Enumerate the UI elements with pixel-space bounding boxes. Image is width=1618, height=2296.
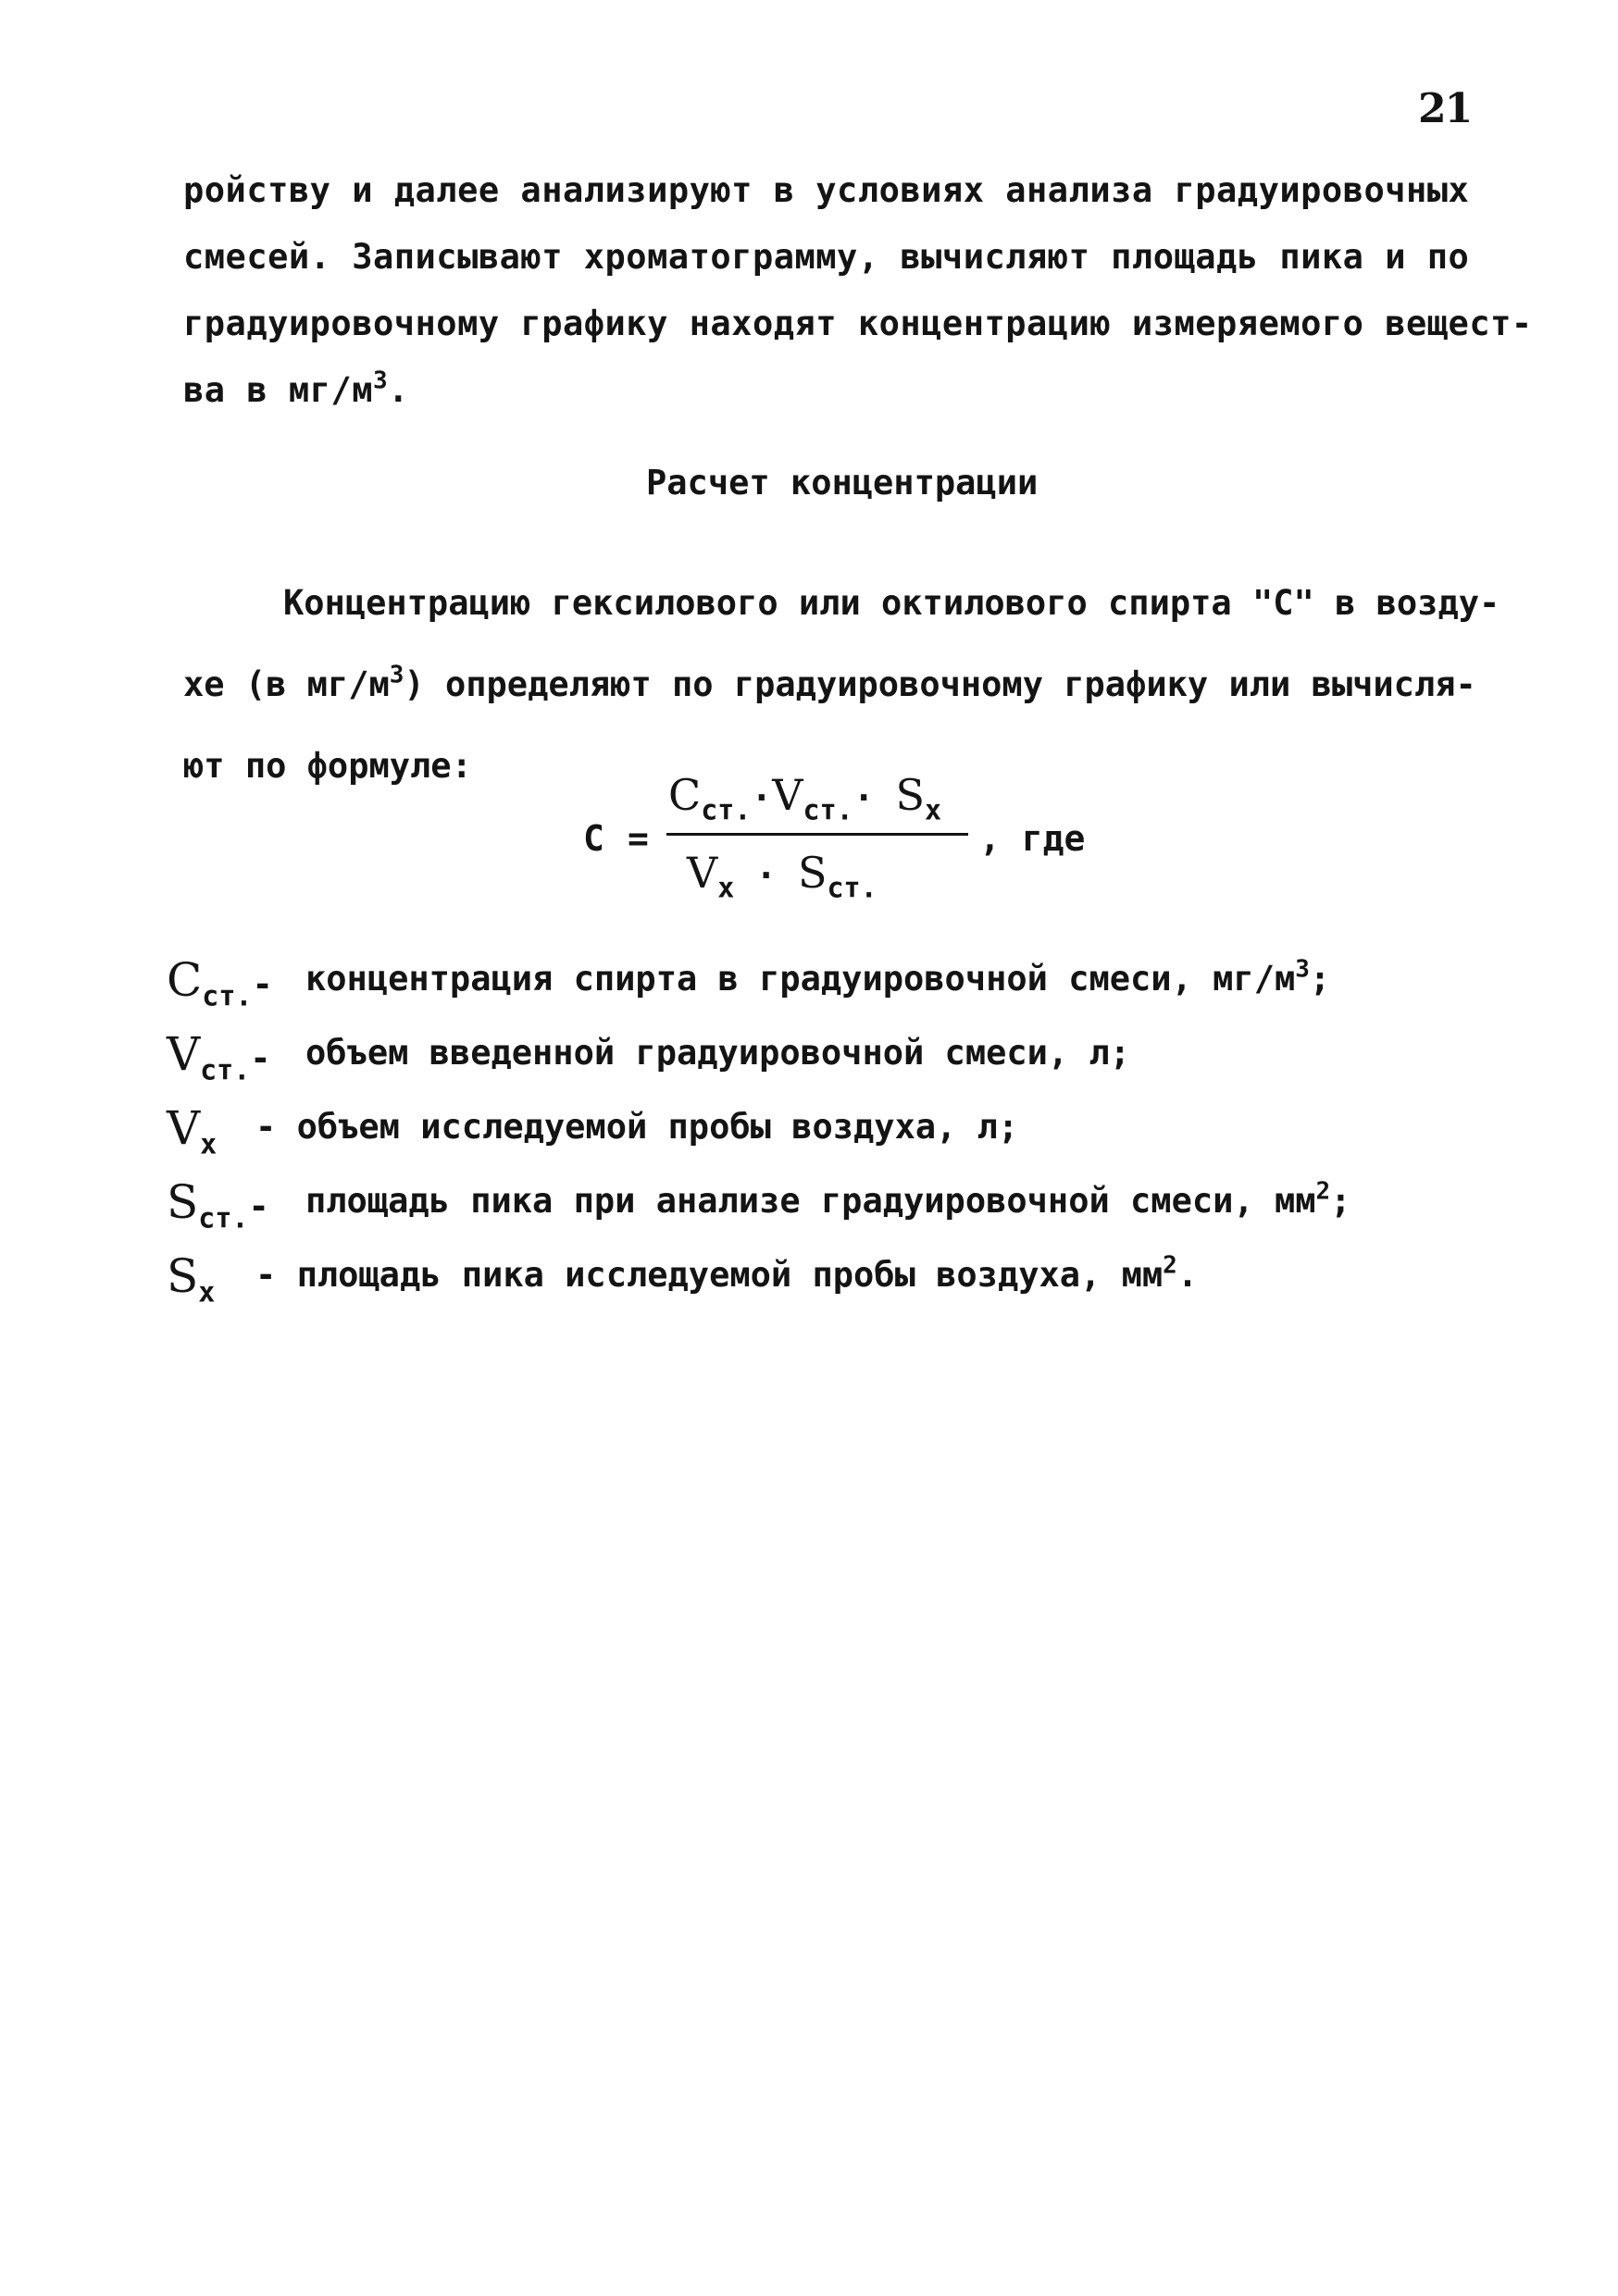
definition-text: [255, 1251, 1199, 1295]
text-line-part: ва в мг/м: [183, 370, 373, 410]
formula-numerator: [668, 770, 942, 827]
punctuation: ;: [1330, 1181, 1351, 1221]
subscript: x: [717, 872, 735, 905]
multiply-dot: ·: [853, 777, 875, 818]
symbol: C: [167, 953, 203, 1007]
concentration-formula: [583, 770, 1101, 918]
dash: -: [250, 1038, 271, 1078]
subscript: x: [925, 794, 942, 827]
superscript: 2: [1163, 1251, 1177, 1280]
text-line: смесей. Записывают хроматограмму, вычисляют площадь пика и по: [183, 237, 1470, 277]
definition-text: [305, 1033, 1130, 1073]
dash: -: [248, 1186, 269, 1226]
page-number: 21: [1418, 85, 1472, 132]
superscript: 3: [372, 366, 389, 395]
symbol: S: [167, 1175, 199, 1229]
formula-denominator: [687, 848, 877, 905]
dash: -: [255, 1107, 297, 1147]
definition-text-part: площадь пика исследуемой пробы воздуха, мм: [296, 1255, 1164, 1295]
period: .: [388, 370, 409, 410]
definition-text-part: площадь пика при анализе градуировочной смеси, мм: [305, 1181, 1316, 1221]
definition-text: [305, 955, 1331, 999]
dash: -: [252, 964, 273, 1004]
text-line: ройству и далее анализируют в условиях анализа градуировочных: [183, 170, 1470, 210]
subscript: ст.: [202, 980, 253, 1013]
symbol: C: [668, 770, 702, 820]
paragraph-continuation: [183, 157, 1533, 424]
symbol: S: [167, 1249, 199, 1303]
formula-lhs: C: [583, 818, 604, 859]
definition-text-part: объем исследуемой пробы воздуха, л;: [296, 1107, 1019, 1147]
subscript: ст.: [803, 794, 853, 827]
symbol: V: [167, 1027, 201, 1081]
definition-text: [255, 1107, 1018, 1147]
symbol: S: [895, 770, 925, 820]
subscript: ст.: [701, 794, 752, 827]
text-line: [183, 357, 1479, 424]
punctuation: ;: [1309, 959, 1331, 999]
symbol: V: [772, 770, 803, 820]
equals-sign: =: [628, 818, 649, 859]
superscript: 3: [1295, 955, 1310, 984]
definition-text: [305, 1177, 1351, 1221]
definition-text-part: объем введенной градуировочной смеси, л;: [305, 1033, 1131, 1073]
definition-term: [167, 953, 296, 1013]
subscript: ст.: [827, 872, 877, 905]
section-heading: Расчет концентрации: [646, 463, 1039, 503]
superscript: 2: [1315, 1177, 1331, 1206]
dash: -: [255, 1255, 297, 1295]
subscript: x: [200, 1128, 218, 1161]
punctuation: .: [1176, 1255, 1199, 1295]
formula-where: , где: [979, 818, 1086, 859]
text-line: градуировочному графику находят концентрацию измеряемого вещест-: [183, 304, 1533, 343]
text-line-part: ) определяют по градуировочному графику или вычисля-: [404, 664, 1476, 704]
text-line: [183, 644, 1500, 726]
text-line: ют по формуле:: [183, 746, 472, 786]
text-line: Концентрацию гексилового или октилового спирта "С" в возду-: [283, 583, 1500, 623]
symbol: V: [687, 848, 718, 898]
text-line-part: хе (в мг/м: [183, 664, 390, 704]
superscript: 3: [389, 661, 404, 689]
definition-text-part: концентрация спирта в градуировочной смеси, мг/м: [305, 959, 1296, 999]
symbol: V: [167, 1101, 201, 1155]
fraction-bar: [666, 833, 968, 836]
multiply-dot: ·: [755, 855, 778, 896]
subscript: x: [198, 1276, 216, 1309]
symbol: S: [797, 848, 828, 898]
subscript: ст.: [198, 1202, 249, 1235]
definition-term: [167, 1027, 296, 1087]
definition-term: [167, 1175, 296, 1235]
subscript: ст.: [200, 1054, 251, 1087]
multiply-dot: ·: [751, 777, 773, 818]
